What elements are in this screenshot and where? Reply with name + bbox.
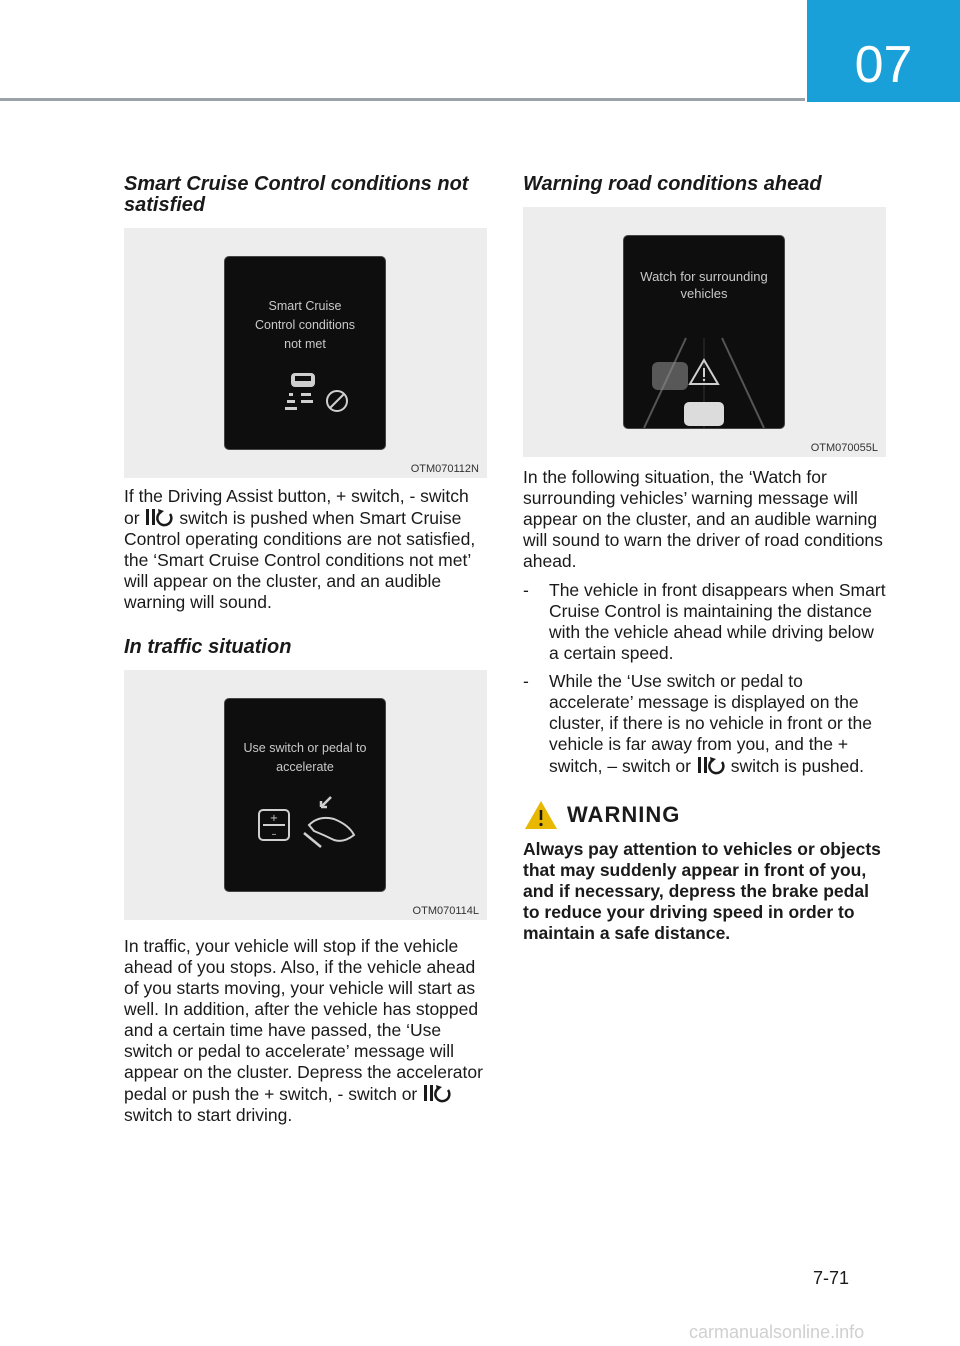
cluster-screen — [224, 256, 386, 450]
condition-list — [523, 580, 886, 777]
resume-switch-icon — [696, 755, 726, 775]
paragraph-text-b: switch is pushed when Smart Cruise Control operating conditions are not satisfied, the ‘Smart Cruise Control conditions not met’ will appear on the cluster, and an audible warning will sound. — [124, 508, 476, 612]
resume-switch-icon — [144, 507, 174, 527]
cluster-message: Smart Cruise Control conditions not met — [254, 299, 356, 351]
list-dash: - — [523, 671, 529, 691]
paragraph-text-a: In traffic, your vehicle will stop if the vehicle ahead of you stops. Also, if the vehicle ahead of you starts moving, your vehicle will start as well. In addition, after the vehicle has stopped and a certain time have passed, the ‘Use switch or pedal to accelerate’ message will appear on the cluster. Depress the accelerator pedal or push the + switch, - switch or — [124, 936, 483, 1104]
svg-text:–: – — [271, 829, 277, 840]
section-title-road-conditions: Warning road conditions ahead — [523, 173, 822, 195]
road-scene-icon — [624, 318, 784, 428]
cluster-message: Use switch or pedal to accelerate — [243, 741, 367, 774]
warning-label: WARNING — [567, 802, 681, 827]
figure-road-conditions — [523, 207, 886, 457]
image-code: OTM070055L — [810, 442, 878, 454]
resume-switch-icon — [422, 1083, 452, 1103]
cluster-screen — [224, 698, 386, 892]
left-column — [124, 174, 487, 1126]
paragraph-traffic — [124, 936, 487, 1126]
paragraph-text-b: switch to start driving. — [124, 1105, 293, 1125]
paragraph-road-intro: In the following situation, the ‘Watch for surrounding vehicles’ warning message will appear on the cluster, and an audible warning will sound to warn the driver of road conditions ahead. — [523, 467, 883, 571]
section-title-conditions: Smart Cruise Control conditions not satisfied — [124, 173, 469, 216]
paragraph-text-a: If the Driving Assist button, + switch, - switch or — [124, 486, 469, 528]
section-title-traffic: In traffic situation — [124, 636, 292, 658]
list-item-text-b: switch is pushed. — [730, 756, 864, 776]
cluster-screen — [623, 235, 785, 429]
warning-header — [523, 799, 886, 831]
figure-conditions-not-met — [124, 228, 487, 478]
image-code: OTM070114L — [412, 905, 479, 917]
switch-pedal-icon — [249, 795, 369, 855]
page-number: 7-71 — [813, 1268, 850, 1288]
chapter-tab — [807, 0, 960, 102]
chapter-number: 07 — [854, 36, 913, 94]
svg-text:+: + — [269, 813, 279, 824]
list-item-text: The vehicle in front disappears when Smart Cruise Control is maintaining the distance with the vehicle ahead while driving below a certain speed. — [549, 580, 886, 663]
scc-unavailable-icon — [281, 367, 351, 417]
list-item — [523, 580, 886, 664]
warning-text: Always pay attention to vehicles or objects that may suddenly appear in front of you, and if necessary, depress the brake pedal to reduce your driving speed in order to maintain a safe distance. — [523, 839, 881, 943]
right-column — [523, 174, 886, 944]
warning-triangle-icon — [523, 799, 559, 831]
list-item — [523, 671, 886, 777]
image-code: OTM070112N — [410, 463, 479, 475]
paragraph-conditions — [124, 486, 487, 613]
header-rule — [0, 98, 805, 101]
cluster-message: Watch for surrounding vehicles — [640, 269, 768, 301]
list-dash: - — [523, 580, 529, 600]
watermark: carmanualsonline.info — [689, 1322, 865, 1342]
figure-traffic — [124, 670, 487, 920]
list-item-text-a: While the ‘Use switch or pedal to accelerate’ message is displayed on the cluster, if there is no vehicle in front or the vehicle is far away from you, and the + switch, – switch or — [549, 671, 872, 776]
